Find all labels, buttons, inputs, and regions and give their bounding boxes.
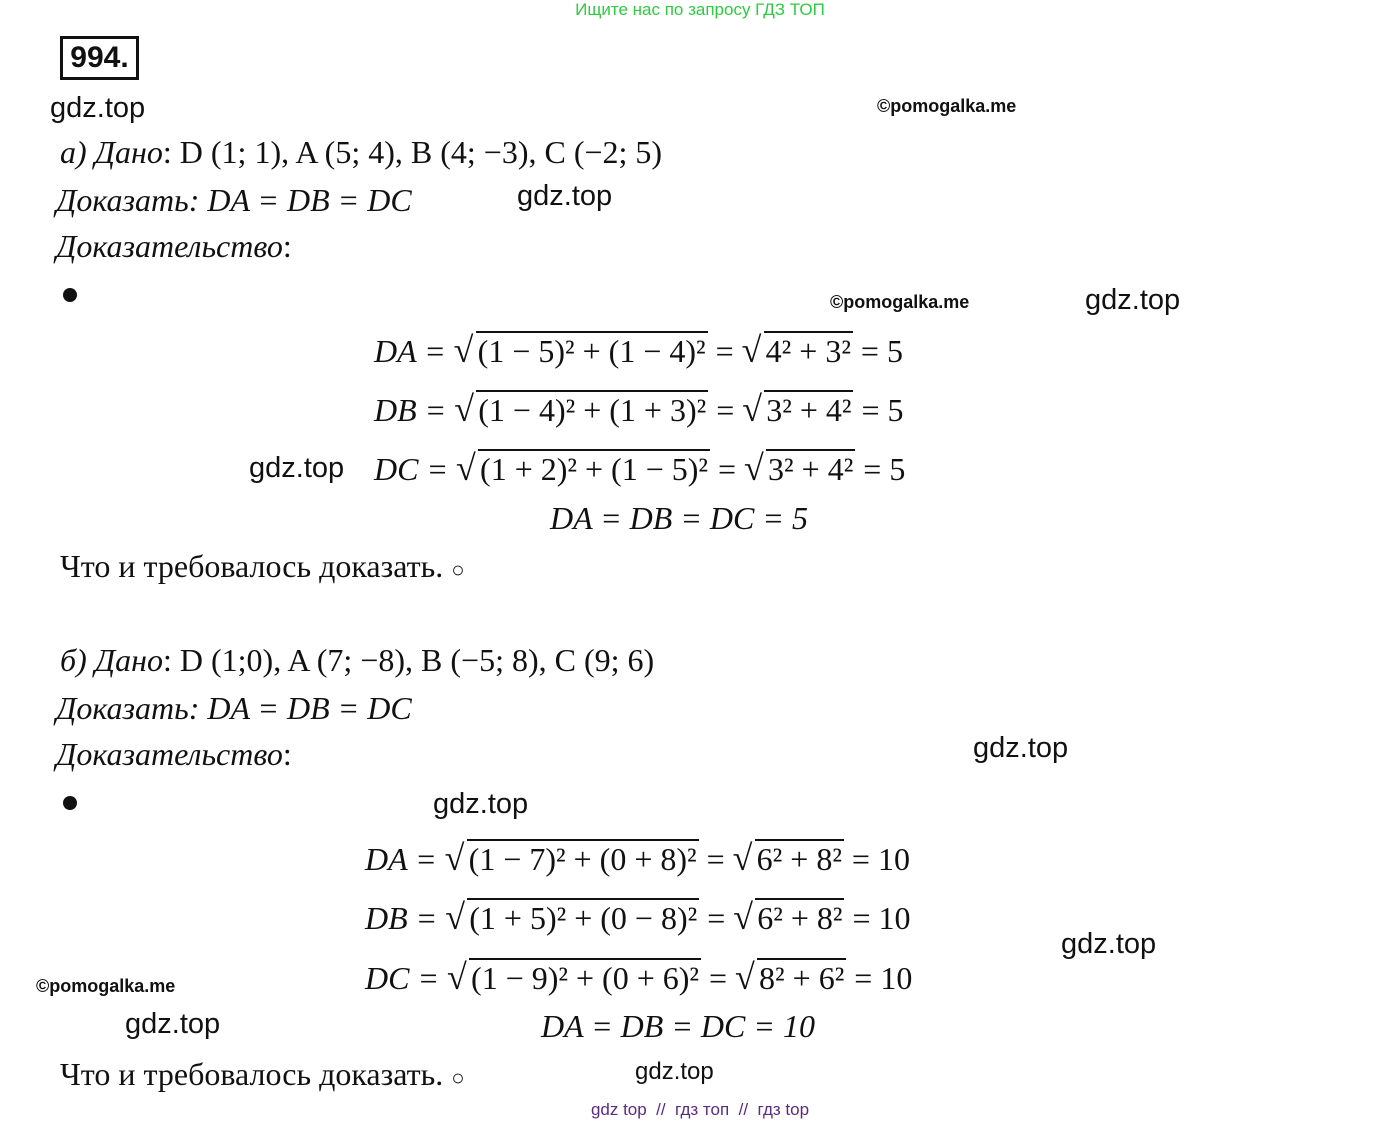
part-b-eq-dc — [365, 960, 912, 997]
radicand: (1 + 2)² + (1 − 5)² — [480, 451, 708, 487]
eq-result: = 5 — [852, 333, 903, 369]
radicand: 8² + 6² — [759, 960, 845, 996]
eq-result: = 10 — [846, 960, 913, 996]
eq-result: = 10 — [843, 841, 910, 877]
watermark-pomogalka: ©pomogalka.me — [36, 976, 176, 996]
eq-equals: = — [698, 841, 733, 877]
sqrt-radical — [735, 960, 846, 997]
radicand: 6² + 8² — [756, 841, 842, 877]
radicand: 3² + 4² — [766, 392, 852, 428]
proof-colon: : — [282, 228, 292, 264]
bullet-point — [63, 288, 77, 302]
prove-text: : DA = DB = DC — [188, 182, 412, 218]
radicand: 6² + 8² — [757, 900, 843, 936]
footer-links: gdz top // гдз топ // гдз top — [590, 1100, 810, 1119]
sqrt-radical — [445, 841, 699, 878]
eq-lhs: DA = — [374, 333, 454, 369]
part-b-given — [60, 642, 654, 679]
sqrt-radical — [454, 333, 708, 370]
watermark-gdz: gdz.top — [125, 1008, 221, 1040]
conclusion-text: Что и требовалось доказать. — [60, 1056, 444, 1092]
part-a-proof-heading — [56, 228, 292, 265]
radicand: (1 − 4)² + (1 + 3)² — [478, 392, 707, 428]
eq-equals: = — [699, 900, 734, 936]
sqrt-radical — [744, 451, 855, 488]
watermark-gdz: gdz.top — [1061, 928, 1157, 960]
eq-lhs: DB = — [374, 392, 455, 428]
end-mark-icon: ○ — [451, 557, 465, 582]
watermark-pomogalka: ©pomogalka.me — [877, 96, 1017, 116]
sqrt-radical — [454, 392, 708, 429]
radicand: (1 − 7)² + (0 + 8)² — [468, 841, 697, 877]
sqrt-radical — [742, 333, 853, 370]
prove-label: Доказать — [56, 690, 189, 726]
sqrt-radical — [447, 960, 701, 997]
part-b-eq-da — [365, 841, 910, 878]
part-b-final: DA = DB = DC = 10 — [541, 1008, 815, 1044]
part-a-conclusion — [60, 548, 465, 585]
prove-text: : DA = DB = DC — [188, 690, 412, 726]
radicand: 4² + 3² — [765, 333, 851, 369]
radicand: (1 + 5)² + (0 − 8)² — [469, 900, 698, 936]
part-a-prove — [56, 182, 412, 219]
eq-equals: = — [710, 451, 745, 487]
part-a-final: DA = DB = DC = 5 — [550, 500, 808, 536]
sqrt-radical — [733, 841, 844, 878]
watermark-gdz: gdz.top — [433, 788, 529, 820]
prove-label: Доказать — [56, 182, 189, 218]
given-label: б) Дано — [60, 642, 163, 678]
bullet-point — [63, 796, 77, 810]
part-a-given — [60, 134, 662, 171]
end-mark-icon: ○ — [451, 1065, 465, 1090]
proof-colon: : — [282, 736, 292, 772]
proof-label: Доказательство — [56, 228, 283, 264]
proof-label: Доказательство — [56, 736, 283, 772]
watermark-gdz: gdz.top — [973, 732, 1069, 764]
part-b-prove — [56, 690, 412, 727]
radicand: 3² + 4² — [768, 451, 854, 487]
radicand: (1 − 5)² + (1 − 4)² — [477, 333, 706, 369]
given-label: а) Дано — [60, 134, 163, 170]
eq-lhs: DA = — [365, 841, 445, 877]
eq-lhs: DC = — [365, 960, 448, 996]
given-text: : D (1;0), A (7; −8), B (−5; 8), C (9; 6) — [162, 642, 655, 678]
top-banner: Ищите нас по запросу ГДЗ ТОП — [575, 0, 825, 19]
sqrt-radical — [733, 900, 844, 937]
given-text: : D (1; 1), A (5; 4), B (4; −3), C (−2; 5) — [162, 134, 663, 170]
eq-equals: = — [708, 392, 743, 428]
watermark-gdz: gdz.top — [50, 92, 146, 124]
watermark-gdz: gdz.top — [1085, 284, 1181, 316]
part-a-eq-db — [374, 392, 904, 429]
sqrt-radical — [445, 900, 699, 937]
conclusion-text: Что и требовалось доказать. — [60, 548, 444, 584]
watermark-gdz: gdz.top — [249, 452, 345, 484]
problem-number: 994. — [60, 36, 139, 80]
eq-result: = 5 — [853, 392, 904, 428]
eq-result: = 10 — [844, 900, 911, 936]
part-b-proof-heading — [56, 736, 292, 773]
sqrt-radical — [742, 392, 853, 429]
watermark-gdz: gdz.top — [635, 1058, 714, 1085]
eq-lhs: DB = — [365, 900, 446, 936]
eq-result: = 5 — [855, 451, 906, 487]
part-a-eq-da — [374, 333, 903, 370]
eq-equals: = — [707, 333, 742, 369]
eq-lhs: DC = — [374, 451, 457, 487]
watermark-pomogalka: ©pomogalka.me — [830, 292, 970, 312]
part-b-conclusion — [60, 1056, 465, 1093]
sqrt-radical — [456, 451, 710, 488]
part-b-eq-db — [365, 900, 911, 937]
part-a-eq-dc — [374, 451, 905, 488]
radicand: (1 − 9)² + (0 + 6)² — [471, 960, 699, 996]
watermark-gdz: gdz.top — [517, 180, 613, 212]
eq-equals: = — [701, 960, 736, 996]
